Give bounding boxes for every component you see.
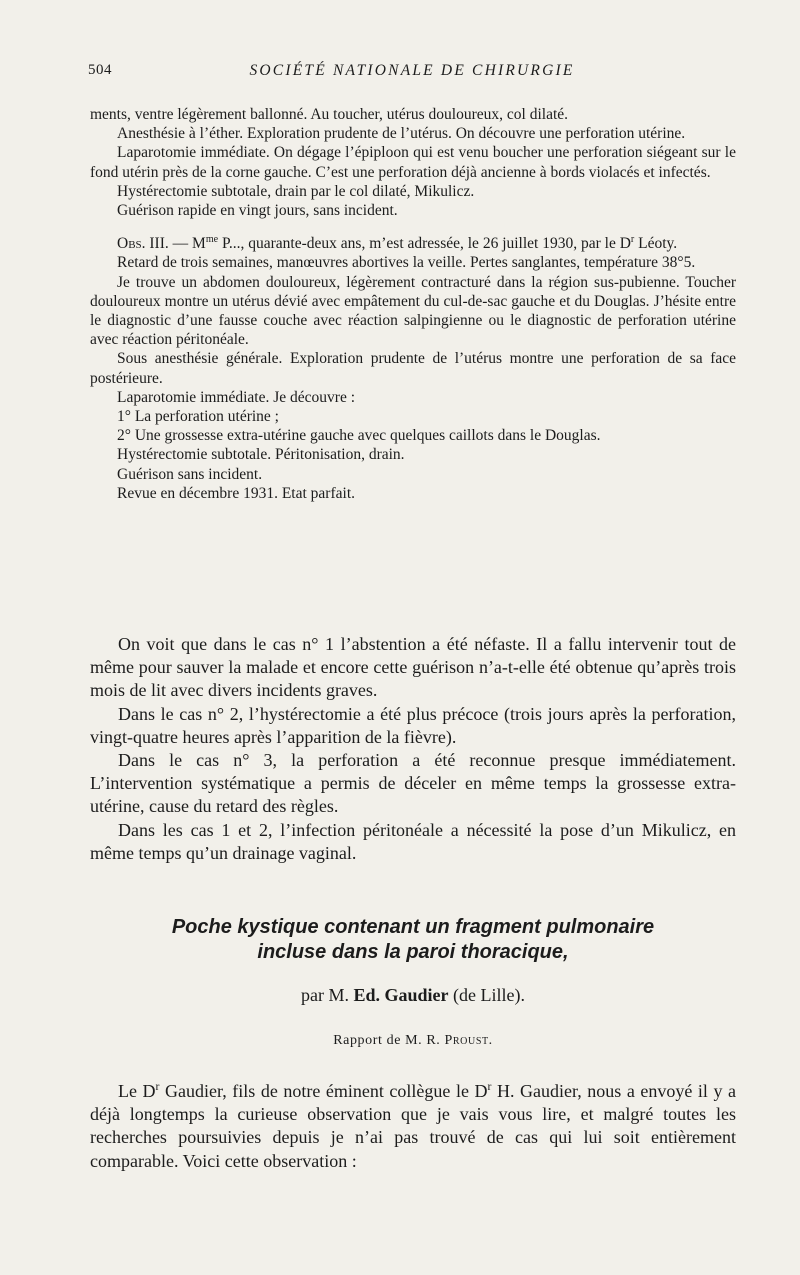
article-title-line-1: Poche kystique contenant un fragment pulmonaire [171,916,655,938]
obs3-item-2: 2° Une grossesse extra-utérine gauche avec quelques caillots dans le Douglas. [117,427,601,445]
obs2-hysterectomie: Hystérectomie subtotale, drain par le col dilaté, Mikulicz. [117,182,475,200]
obs3-label: Obs. III. [117,235,169,253]
obs2-guerison: Guérison rapide en vingt jours, sans incident. [117,202,398,220]
running-title: SOCIÉTÉ NATIONALE DE CHIRURGIE [249,62,575,79]
author-name: Ed. Gaudier [353,985,449,1005]
obs2-anesthesie: Anesthésie à l’éther. Exploration prudente de l’utérus. On découvre une perforation utérine. [117,125,686,143]
page-header [88,62,736,84]
article-title-line-2: incluse dans la paroi thoracique, [257,941,569,963]
article-byline: par M. Ed. Gaudier (de Lille). [301,985,525,1005]
closing-section [90,1080,736,1173]
obs3-item-1: 1° La perforation utérine ; [117,408,279,426]
obs3-abdomen: Je trouve un abdomen douloureux, légèrement contracturé dans la région sus-pubienne. Toucher douloureux montre un utérus dévié avec empâtement du cul-de-sac gauche et du Douglas. J’hésite entre le diagnostic d’une fausse couche avec réaction salpingienne ou le diagnostic de perforation utérine avec réaction péritonéale. [90,273,736,349]
obs3-hysterectomie: Hystérectomie subtotale. Péritonisation, drain. [117,446,405,464]
discussion-paragraph: Dans le cas n° 3, la perforation a été reconnue presque immédiatement. L’intervention systématique a permis de déceler en même temps la grossesse extra-utérine, cause du retard des règles. [90,750,736,817]
obs3-retard: Retard de trois semaines, manœuvres abortives la veille. Pertes sanglantes, température 38°5. [117,254,696,272]
closing-paragraph: Le $D^r$ Gaudier, fils de notre éminent collègue le $D^r$ H. Gaudier, nous a envoyé il y a déjà longtemps la curieuse observation que je vais vous lire, et malgré toutes les recherches poursuivies depuis je n’ai pas trouvé de cas qui lui soit entièrement comparable. Voici cette observation : [90,1080,737,1171]
observations-section [90,105,736,503]
obs3-anesthesie: Sous anesthésie générale. Exploration prudente de l’utérus montre une perforation de sa face postérieure. [90,350,736,387]
discussion-paragraph: Dans les cas 1 et 2, l’infection péritonéale a nécessité la pose d’un Mikulicz, en même temps qu’un drainage vaginal. [90,819,736,863]
reporter-name: Proust. [444,1033,493,1048]
discussion-paragraph: On voit que dans le cas n° 1 l’abstention a été néfaste. Il a fallu intervenir tout de même pour sauver la malade et encore cette guérison n’a-t-elle été obtenue qu’après trois mois de lit avec divers incidents graves. [90,634,736,701]
discussion-paragraph: Dans le cas n° 2, l’hystérectomie a été plus précoce (trois jours après la perforation, vingt-quatre heures après l’apparition de la fièvre). [90,703,736,747]
obs3-laparotomie: Laparotomie immédiate. Je découvre : [117,388,356,406]
article-title [90,915,736,965]
obs2-laparotomie: Laparotomie immédiate. On dégage l’épiploon qui est venu boucher une perforation siégeant sur le fond utérin près de la corne gauche. C’est une perforation déjà ancienne à bords violacés et infectés. [90,144,736,181]
obs2-line: ments, ventre légèrement ballonné. Au toucher, utérus douloureux, col dilaté. [90,106,569,123]
discussion-section [90,633,736,865]
obs3-revue: Revue en décembre 1931. Etat parfait. [117,484,355,502]
obs3-guerison: Guérison sans incident. [117,465,263,483]
page-number: 504 [88,62,112,78]
report-line: Rapport de M. R. Proust. [333,1033,493,1048]
obs3-intro: Obs. III. — $M^{me}$ P..., quarante-deux ans, m’est adressée, le 26 juillet 1930, par le $D^r$ Léoty. [117,234,678,253]
